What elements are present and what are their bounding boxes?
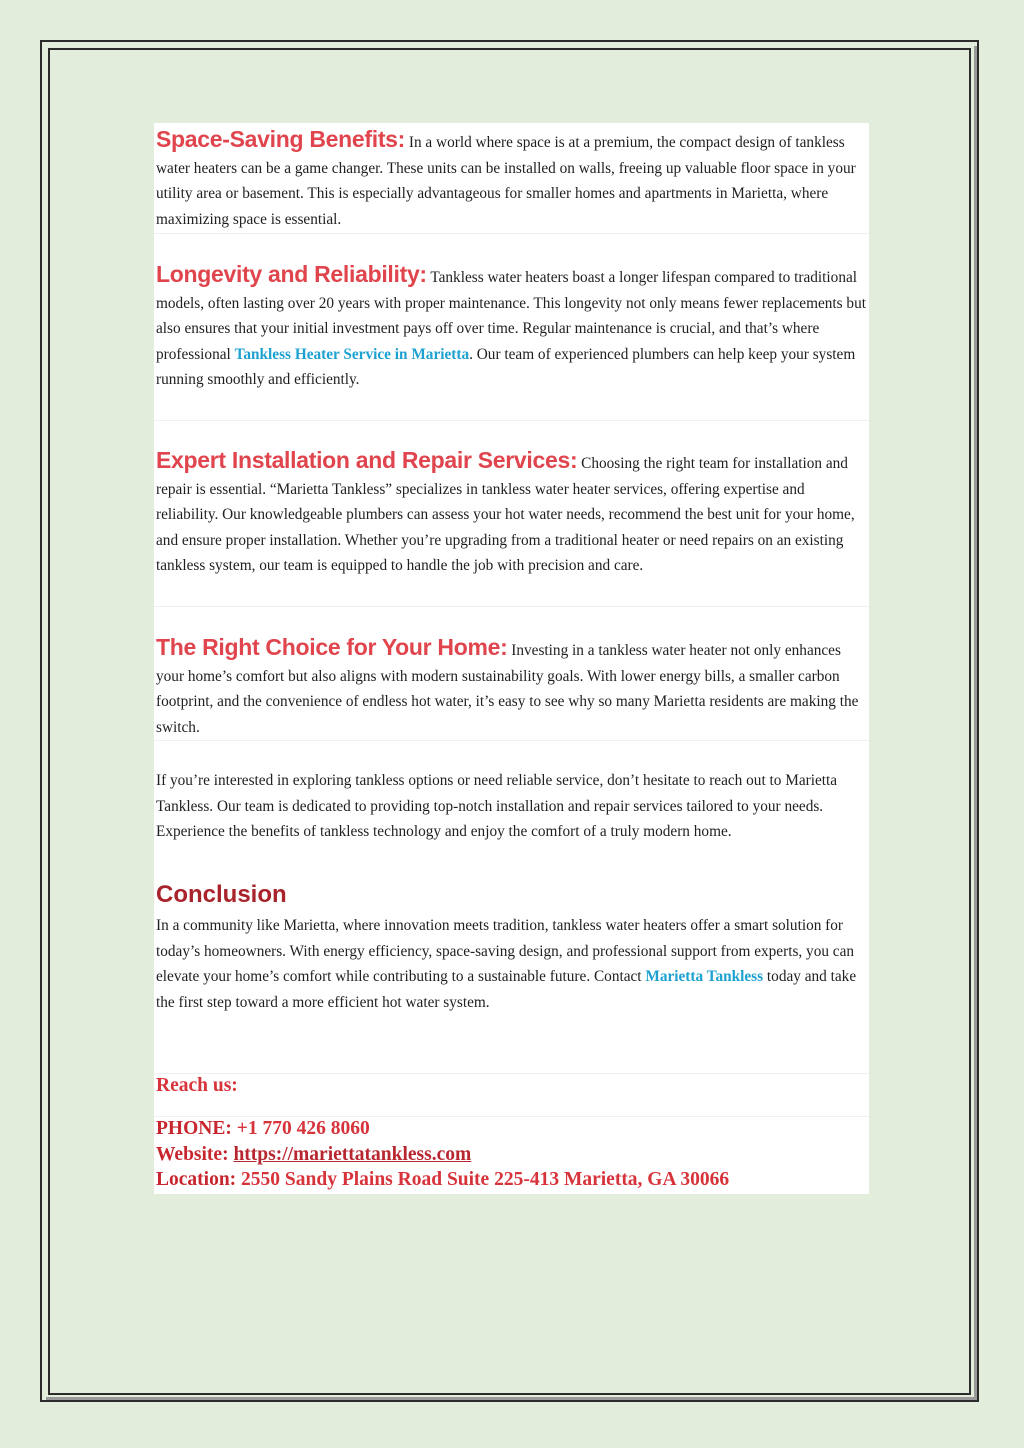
longevity-body-end: . Our team of experienced plumbers can help keep your system running smoothly and efficiently. [156, 345, 856, 389]
expert-body: Choosing the right team for installation and repair is essential. “Marietta Tankless” specializes in tankless water heater services, offering expertise and reliability. Our knowledgeable plumbers can assess your hot water needs, recommend the best unit for your home, and ensure proper installation. Whether you’re upgrading from a traditional heater or need repairs on an existing tankless system, our team is equipped to handle the job with precision and care. [156, 455, 855, 575]
space-saving-heading: Space-Saving Benefits: [156, 126, 406, 152]
conclusion-body-end: today and take the first step toward a more efficient hot water system. [156, 968, 857, 1011]
website-label: Website: [156, 1144, 229, 1165]
tankless-heater-service-link[interactable]: Tankless Heater Service in Marietta [234, 345, 470, 363]
divider [154, 1116, 869, 1117]
document-content [154, 123, 869, 1194]
longevity-heading: Longevity and Reliability: [156, 261, 427, 287]
marietta-tankless-link[interactable]: Marietta Tankless [645, 968, 764, 986]
website-line [156, 1144, 471, 1166]
longevity-body: Tankless water heaters boast a longer lifespan compared to traditional models, often lasting over 20 years with proper maintenance. This longevity not only means fewer replacements but also ensures that your initial investment pays off over time. Regular maintenance is crucial, and that’s where professional [156, 269, 866, 363]
divider [154, 740, 869, 741]
divider [154, 233, 869, 234]
reach-us-heading [156, 1075, 238, 1097]
interest-paragraph [156, 768, 869, 845]
location-line [156, 1169, 729, 1191]
conclusion-heading: Conclusion [156, 881, 287, 908]
divider [154, 606, 869, 607]
divider [154, 420, 869, 421]
conclusion-body: In a community like Marietta, where innovation meets tradition, tankless water heaters offer a smart solution for today’s homeowners. With energy efficiency, space-saving design, and professional support from experts, you can elevate your home’s comfort while contributing to a sustainable future. Contact [156, 917, 855, 986]
phone-number: +1 770 426 8060 [236, 1118, 370, 1139]
website-link[interactable]: https://mariettatankless.com [233, 1144, 472, 1165]
expert-section [156, 448, 869, 579]
right-choice-body: Investing in a tankless water heater not only enhances your home’s comfort but also aligns with modern sustainability goals. With lower energy bills, a smaller carbon footprint, and the convenience of endless hot water, it’s easy to see why so many Marietta residents are making the switch. [156, 642, 859, 736]
conclusion-section [156, 913, 869, 1015]
divider [154, 1073, 869, 1074]
reach-us-label: Reach us: [156, 1075, 238, 1096]
space-saving-section [156, 127, 869, 232]
interest-body: If you’re interested in exploring tankless options or need reliable service, don’t hesitate to reach out to Marietta Tankless. Our team is dedicated to providing top-notch installation and repair services tailored to your needs. Experience the benefits of tankless technology and enjoy the comfort of a truly modern home. [156, 772, 838, 841]
location-label: Location: [156, 1169, 237, 1190]
space-saving-body: In a world where space is at a premium, the compact design of tankless water heaters can be a game changer. These units can be installed on walls, freeing up valuable floor space in your utility area or basement. This is especially advantageous for smaller homes and apartments in Marietta, where maximizing space is essential. [156, 134, 856, 228]
longevity-section [156, 262, 869, 393]
phone-label: PHONE: [156, 1118, 232, 1139]
location-address: 2550 Sandy Plains Road Suite 225-413 Marietta, GA 30066 [241, 1169, 730, 1190]
expert-heading: Expert Installation and Repair Services: [156, 447, 578, 473]
right-choice-section [156, 635, 869, 740]
phone-line [156, 1118, 370, 1140]
right-choice-heading: The Right Choice for Your Home: [156, 634, 508, 660]
